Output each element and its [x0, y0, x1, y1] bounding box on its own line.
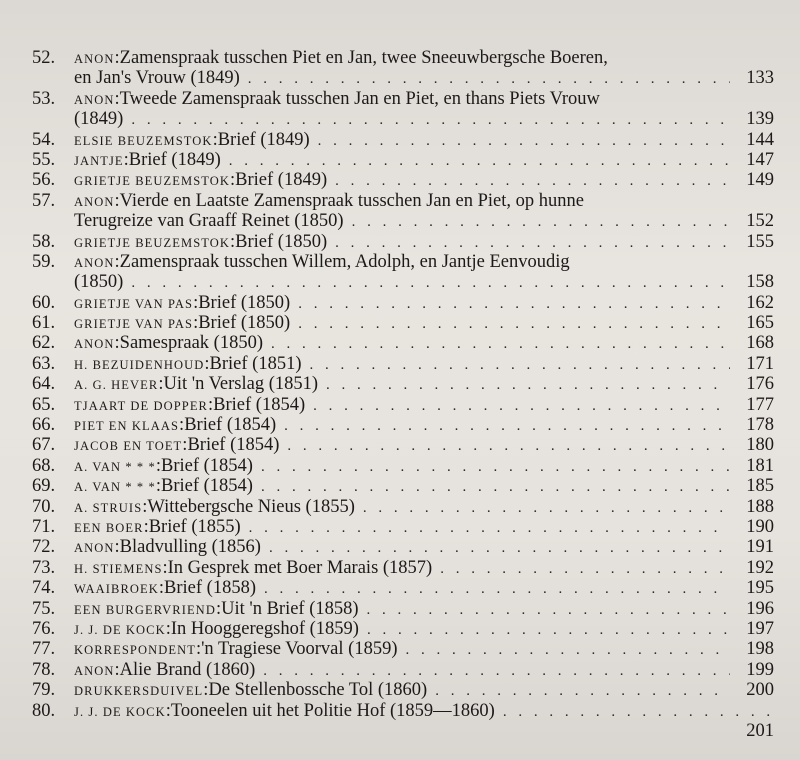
author-separator: : [114, 537, 120, 558]
toc-entry [32, 537, 774, 557]
toc-entry [32, 48, 774, 89]
entry-page-number: 139 [746, 109, 774, 130]
toc-entry-line [32, 701, 774, 721]
entry-author: PIET EN KLAAS [74, 419, 180, 434]
entry-author: KORRESPONDENT [74, 643, 196, 658]
entry-number: 78. [32, 659, 56, 680]
author-separator: : [114, 190, 120, 211]
entry-page-number: 192 [746, 557, 774, 578]
entry-number: 72. [32, 537, 56, 558]
entry-author: ANON [74, 663, 115, 678]
entry-title: Brief (1850) [198, 292, 291, 313]
toc-entry [32, 395, 774, 415]
entry-page-number: 147 [746, 149, 774, 170]
entry-author: A. VAN * * * [74, 459, 156, 474]
toc-entry-line [32, 232, 774, 252]
toc-entry-line [32, 293, 774, 313]
leader-dots [305, 396, 730, 416]
entry-number: 73. [32, 557, 56, 578]
author-separator: : [142, 496, 148, 517]
last-page-number-line [32, 721, 774, 741]
entry-title: Brief (1855) [148, 516, 241, 537]
toc-entry-line [32, 660, 774, 680]
entry-page-number: 168 [746, 333, 774, 354]
entry-title: Zamenspraak tusschen Willem, Adolph, en Jantje Eenvoudig [119, 251, 570, 272]
toc-entry-line [32, 537, 774, 557]
toc-entry [32, 89, 774, 130]
toc-entry [32, 374, 774, 394]
toc-entry-line [32, 272, 774, 292]
author-separator: : [114, 659, 120, 680]
toc-entry [32, 354, 774, 374]
leader-dots [276, 416, 730, 436]
toc-entry [32, 333, 774, 353]
entry-page-number: 191 [746, 537, 774, 558]
entry-author: J. J. DE KOCK [74, 704, 166, 719]
entry-number: 80. [32, 700, 56, 721]
entry-author: GRIETJE VAN PAS [74, 296, 194, 311]
toc-entry [32, 456, 774, 476]
leader-dots [327, 171, 730, 191]
entry-title: Tweede Zamenspraak tusschen Jan en Piet, en thans Piets Vrouw [119, 88, 600, 109]
toc-entry-line [32, 130, 774, 150]
toc-entry-line [32, 639, 774, 659]
toc-entry-line [32, 89, 774, 109]
entry-title: Brief (1854) [187, 435, 280, 456]
entry-number: 65. [32, 394, 56, 415]
leader-dots [359, 620, 730, 640]
entry-author: ANON [74, 92, 115, 107]
toc-entry [32, 435, 774, 455]
entry-title: Brief (1858) [164, 578, 257, 599]
entry-number: 55. [32, 149, 56, 170]
entry-number: 53. [32, 88, 56, 109]
leader-dots [327, 233, 730, 253]
toc-entry-line [32, 456, 774, 476]
entry-title: (1849) [74, 109, 124, 130]
entry-title: In Hooggeregshof (1859) [170, 618, 359, 639]
entry-author: DRUKKERSDUIVEL [74, 684, 204, 699]
toc-entry-line [32, 211, 774, 231]
entry-page-number: 188 [746, 496, 774, 517]
author-separator: : [230, 231, 236, 252]
entry-page-number: 171 [746, 353, 774, 374]
entry-number: 59. [32, 251, 56, 272]
author-separator: : [208, 394, 214, 415]
toc-entry-line [32, 517, 774, 537]
toc-entry-line [32, 395, 774, 415]
entry-author: H. STIEMENS [74, 561, 163, 576]
author-separator: : [193, 313, 199, 334]
toc-entry-line [32, 48, 774, 68]
toc-entry-line [32, 497, 774, 517]
leader-dots [344, 212, 730, 232]
entry-number: 76. [32, 618, 56, 639]
entry-number: 67. [32, 435, 56, 456]
author-separator: : [114, 48, 120, 68]
entry-page-number: 197 [746, 618, 774, 639]
entry-title: Samespraak (1850) [119, 333, 263, 354]
entry-title: Brief (1850) [235, 231, 328, 252]
toc-entry [32, 313, 774, 333]
author-separator: : [123, 149, 129, 170]
leader-dots [123, 110, 730, 130]
leader-dots [256, 579, 730, 599]
author-separator: : [179, 415, 185, 436]
leader-dots [495, 702, 774, 722]
entry-title: Uit 'n Brief (1858) [221, 598, 359, 619]
author-separator: : [212, 129, 218, 150]
entry-author: ANON [74, 52, 115, 66]
entry-number: 63. [32, 353, 56, 374]
entry-number: 61. [32, 313, 56, 334]
entry-author: ANON [74, 337, 115, 352]
toc-entry-line [32, 191, 774, 211]
toc-entry [32, 517, 774, 537]
entry-title: Brief (1854) [161, 476, 253, 497]
entry-title: Brief (1854) [161, 455, 253, 476]
entry-number: 74. [32, 578, 56, 599]
entry-number: 69. [32, 476, 56, 497]
author-separator: : [155, 476, 161, 497]
entry-number: 71. [32, 516, 56, 537]
toc-entry [32, 619, 774, 639]
entry-number: 77. [32, 639, 56, 660]
leader-dots [432, 559, 730, 579]
toc-entry [32, 252, 774, 293]
entry-page-number: 155 [746, 231, 774, 252]
toc-entry [32, 293, 774, 313]
author-separator: : [204, 353, 210, 374]
entry-title: In Gesprek met Boer Marais (1857) [167, 557, 433, 578]
entry-title: 'n Tragiese Voorval (1859) [201, 639, 398, 660]
entry-number: 70. [32, 496, 56, 517]
entry-author: A. VAN * * * [74, 480, 156, 495]
author-separator: : [230, 170, 236, 191]
entry-author: GRIETJE BEUZEMSTOK [74, 174, 231, 189]
leader-dots [310, 131, 730, 151]
entry-title: Vierde en Laatste Zamenspraak tusschen Jan en Piet, op hunne [119, 190, 584, 211]
entry-page-number: 133 [746, 68, 774, 89]
author-separator: : [155, 455, 161, 476]
author-separator: : [114, 88, 120, 109]
author-separator: : [143, 516, 149, 537]
toc-entry-line [32, 170, 774, 190]
entry-author: ANON [74, 194, 115, 209]
leader-dots [261, 538, 730, 558]
entry-title: Brief (1849) [235, 170, 328, 191]
author-separator: : [195, 639, 202, 660]
leader-dots [359, 600, 730, 620]
entry-title: Brief (1849) [128, 149, 221, 170]
toc-entry [32, 170, 774, 190]
table-of-contents [32, 48, 774, 741]
entry-title: Brief (1850) [198, 313, 291, 334]
entry-title: Brief (1854) [184, 415, 277, 436]
entry-author: ELSIE BEUZEMSTOK [74, 133, 213, 148]
toc-entry-line [32, 599, 774, 619]
entry-page-number: 149 [746, 170, 774, 191]
toc-entry [32, 191, 774, 232]
leader-dots [290, 314, 730, 334]
toc-entry [32, 680, 774, 700]
entry-title: Bladvulling (1856) [119, 537, 261, 558]
toc-entry-line [32, 435, 774, 455]
entry-title: Uit 'n Verslag (1851) [163, 374, 319, 395]
leader-dots [290, 294, 730, 314]
entry-page-number: 198 [746, 639, 774, 660]
toc-entry-line [32, 68, 774, 88]
entry-page-number: 177 [746, 394, 774, 415]
toc-entry [32, 660, 774, 680]
entry-page-number: 165 [746, 313, 774, 334]
toc-entry [32, 150, 774, 170]
entry-title: De Stellenbossche Tol (1860) [208, 680, 428, 701]
entry-author: ANON [74, 255, 115, 270]
entry-number: 56. [32, 170, 56, 191]
author-separator: : [165, 618, 171, 639]
leader-dots [427, 681, 730, 701]
entry-author: TJAART DE DOPPER [74, 398, 208, 413]
entry-number: 52. [32, 48, 56, 68]
entry-number: 54. [32, 129, 56, 150]
entry-page-number: 162 [746, 292, 774, 313]
entry-title: Brief (1851) [209, 353, 302, 374]
toc-entry-line [32, 578, 774, 598]
entry-author: ANON [74, 541, 115, 556]
entry-title: Wittebergsche Nieus (1855) [147, 496, 355, 517]
entry-title: Zamenspraak tusschen Piet en Jan, twee Sneeuwbergsche Boeren, [119, 48, 608, 68]
entry-title: Terugreize van Graaff Reinet (1850) [74, 211, 344, 232]
entry-page-number: 144 [746, 129, 774, 150]
entry-page-number: 195 [746, 578, 774, 599]
toc-entry [32, 639, 774, 659]
entry-title: Alie Brand (1860) [119, 659, 256, 680]
entry-page-number: 178 [746, 415, 774, 436]
entry-title: Brief (1854) [213, 394, 306, 415]
entry-author: GRIETJE BEUZEMSTOK [74, 235, 231, 250]
toc-entry [32, 578, 774, 598]
leader-dots [253, 477, 730, 497]
leader-dots [240, 69, 730, 89]
entry-number: 64. [32, 374, 56, 395]
toc-entry-line [32, 109, 774, 129]
toc-entry-line [32, 619, 774, 639]
entry-number: 75. [32, 598, 56, 619]
entry-page-number: 176 [746, 374, 774, 395]
entry-number: 62. [32, 333, 56, 354]
leader-dots [221, 151, 730, 171]
entry-number: 68. [32, 455, 56, 476]
toc-entry-line [32, 150, 774, 170]
toc-entry-line [32, 374, 774, 394]
leader-dots [253, 457, 730, 477]
entry-author: J. J. DE KOCK [74, 622, 166, 637]
toc-entry [32, 415, 774, 435]
author-separator: : [193, 292, 199, 313]
toc-entry-line [32, 333, 774, 353]
toc-entry [32, 130, 774, 150]
author-separator: : [165, 700, 171, 721]
entry-title: en Jan's Vrouw (1849) [74, 68, 240, 89]
entry-page-number: 201 [746, 720, 774, 741]
leader-dots [241, 518, 730, 538]
entry-page-number: 181 [746, 455, 774, 476]
entry-author: EEN BOER [74, 520, 144, 535]
toc-entry [32, 558, 774, 578]
author-separator: : [182, 435, 188, 456]
toc-entry [32, 232, 774, 252]
toc-entry [32, 476, 774, 496]
leader-dots [318, 375, 730, 395]
author-separator: : [114, 251, 120, 272]
entry-page-number: 185 [746, 476, 774, 497]
toc-entry-line [32, 680, 774, 700]
entry-number: 66. [32, 415, 56, 436]
author-separator: : [158, 374, 164, 395]
toc-entry-line [32, 252, 774, 272]
entry-number: 79. [32, 680, 56, 701]
leader-dots [397, 640, 730, 660]
entry-number: 58. [32, 231, 56, 252]
author-separator: : [114, 333, 120, 354]
author-separator: : [162, 557, 168, 578]
entry-author: GRIETJE VAN PAS [74, 317, 194, 332]
toc-entry-line [32, 558, 774, 578]
leader-dots [301, 355, 730, 375]
entry-author: WAAIBROEK [74, 582, 159, 597]
entry-number: 57. [32, 190, 56, 211]
entry-author: H. BEZUIDENHOUD [74, 357, 205, 372]
entry-author: JANTJE [74, 153, 124, 168]
entry-title: Brief (1849) [217, 129, 310, 150]
toc-entry [32, 599, 774, 619]
entry-page-number: 158 [746, 272, 774, 293]
entry-author: A. STRUIS [74, 500, 143, 515]
leader-dots [123, 273, 730, 293]
toc-entry [32, 701, 774, 721]
toc-entry-line [32, 476, 774, 496]
entry-author: JACOB EN TOET [74, 439, 183, 454]
entry-author: EEN BURGERVRIEND [74, 602, 216, 617]
entry-number: 60. [32, 292, 56, 313]
entry-page-number: 190 [746, 516, 774, 537]
toc-entry-line [32, 354, 774, 374]
author-separator: : [215, 598, 222, 619]
entry-page-number: 200 [746, 680, 774, 701]
entry-title: (1850) [74, 272, 124, 293]
leader-dots [255, 661, 730, 681]
toc-entry-line [32, 415, 774, 435]
entry-page-number: 152 [746, 211, 774, 232]
entry-page-number: 199 [746, 659, 774, 680]
leader-dots [355, 498, 730, 518]
entry-page-number: 196 [746, 598, 774, 619]
toc-entry-line [32, 313, 774, 333]
leader-dots [263, 334, 730, 354]
entry-title: Tooneelen uit het Politie Hof (1859—1860) [170, 700, 495, 721]
entry-page-number: 180 [746, 435, 774, 456]
toc-entry [32, 497, 774, 517]
leader-dots [279, 436, 730, 456]
entry-author: A. G. HEVER [74, 378, 159, 393]
author-separator: : [203, 680, 209, 701]
author-separator: : [158, 578, 165, 599]
